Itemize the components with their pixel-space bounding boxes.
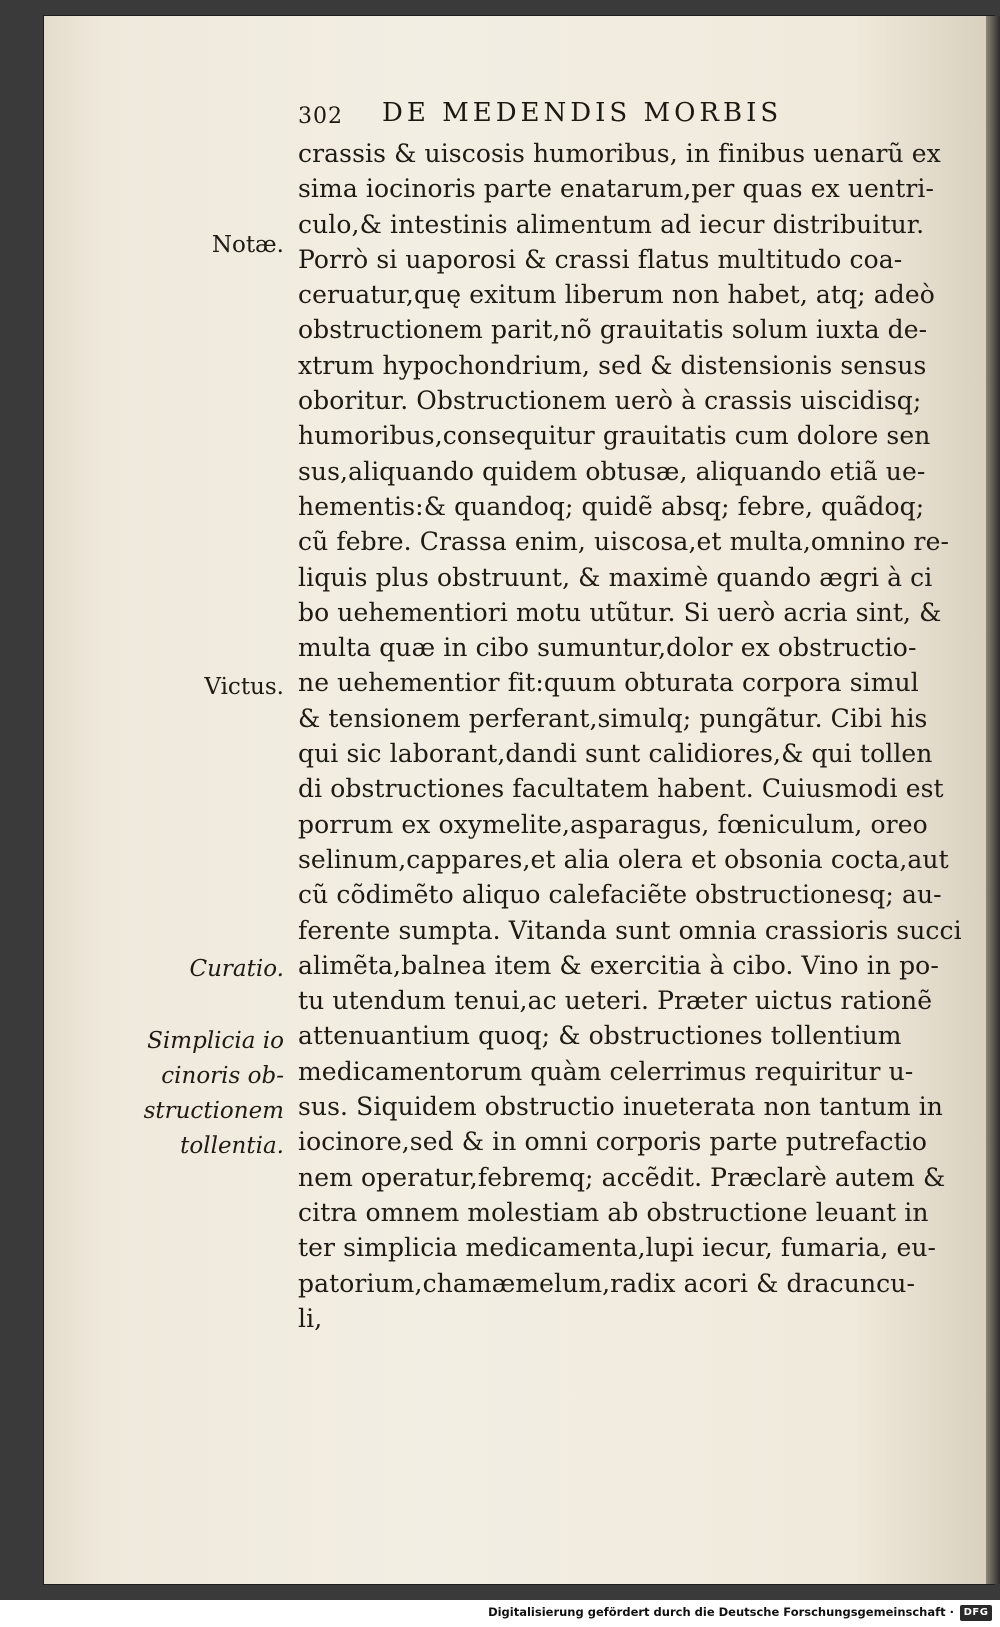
text-line: hementis:& quandoq; quidẽ absq; febre, quãdoq; (298, 491, 925, 521)
text-line: & tensionem perferant,simulq; pungãtur. Cibi his (298, 703, 928, 733)
text-line: medicamentorum quàm celerrimus requiritur u- (298, 1056, 914, 1086)
page-header (298, 96, 858, 136)
text-line: oboritur. Obstructionem uerò à crassis uiscidisq; (298, 386, 922, 416)
text-line: cũ febre. Crassa enim, uiscosa,et multa,omnino re- (298, 527, 950, 557)
text-line: sima iocinoris parte enatarum,per quas ex uentri- (298, 174, 935, 204)
text-line: ne uehementior fit:quum obturata corpora simul (298, 668, 919, 698)
footer-credit: Digitalisierung gefördert durch die Deutsche Forschungsgemeinschaft · (488, 1605, 954, 1619)
text-line: tu utendum tenui,ac ueteri. Præter uictus rationẽ (298, 986, 933, 1016)
text-line: cũ cõdimẽto aliquo calefaciẽte obstructionesq; au- (298, 880, 942, 910)
margin-note-curatio: Curatio. (189, 956, 284, 982)
text-line: patorium,chamæmelum,radix acori & dracuncu- (298, 1268, 916, 1298)
text-line: bo uehementiori motu utũtur. Si uerò acria sint, & (298, 597, 942, 627)
text-line: li, (298, 1303, 323, 1333)
text-line: attenuantium quoq; & obstructiones tollentium (298, 1021, 902, 1051)
text-line: ferente sumpta. Vitanda sunt omnia crassioris succi (298, 915, 962, 945)
text-line: crassis & uiscosis humoribus, in finibus uenarũ ex (298, 139, 941, 168)
text-line: iocinore,sed & in omni corporis parte putrefactio (298, 1127, 927, 1157)
body-text (298, 136, 962, 1336)
margin-note-simplicia-2: cinoris ob- (161, 1063, 284, 1089)
text-line: sus,aliquando quidem obtusæ, aliquando etiã ue- (298, 456, 926, 486)
text-line: ter simplicia medicamenta,lupi iecur, fumaria, eu- (298, 1233, 937, 1263)
text-line: citra omnem molestiam ab obstructione leuant in (298, 1197, 929, 1227)
text-line: nem operatur,febremq; accẽdit. Præclarè autem & (298, 1162, 946, 1192)
text-line: porrum ex oxymelite,asparagus, fœniculum, oreo (298, 809, 928, 839)
margin-note-notae: Notæ. (211, 232, 284, 258)
page-edge-shadow (986, 16, 1000, 1584)
text-line: multa quæ in cibo sumuntur,dolor ex obstructio- (298, 633, 917, 663)
text-line: Porrò si uaporosi & crassi flatus multitudo coa- (298, 244, 903, 274)
text-line: liquis plus obstruunt, & maximè quando ægri à ci (298, 562, 933, 592)
text-line: selinum,cappares,et alia olera et obsonia cocta,aut (298, 844, 949, 874)
margin-note-simplicia-4: tollentia. (180, 1133, 284, 1159)
margin-note-simplicia-3: structionem (143, 1098, 284, 1124)
text-line: sus. Siquidem obstructio inueterata non tantum in (298, 1092, 943, 1122)
page-number: 302 (298, 104, 343, 129)
text-line: di obstructiones facultatem habent. Cuiusmodi est (298, 774, 944, 804)
text-line: culo,& intestinis alimentum ad iecur distribuitur. (298, 209, 925, 239)
text-line: obstructionem parit,nõ grauitatis solum iuxta de- (298, 315, 928, 345)
running-head: DE MEDENDIS MORBIS (382, 98, 783, 128)
text-line: qui sic laborant,dandi sunt calidiores,& qui tollen (298, 739, 933, 769)
digitization-footer (0, 1600, 1000, 1627)
margin-note-victus: Victus. (204, 674, 284, 700)
text-line: humoribus,consequitur grauitatis cum dolore sen (298, 421, 931, 451)
dfg-logo: DFG (960, 1605, 992, 1621)
margin-note-simplicia-1: Simplicia io (147, 1028, 284, 1054)
text-line: ceruatur,quę exitum liberum non habet, atq; adeò (298, 280, 935, 310)
text-line: xtrum hypochondrium, sed & distensionis sensus (298, 350, 927, 380)
text-line: alimẽta,balnea item & exercitia à cibo. Vino in po- (298, 950, 939, 980)
